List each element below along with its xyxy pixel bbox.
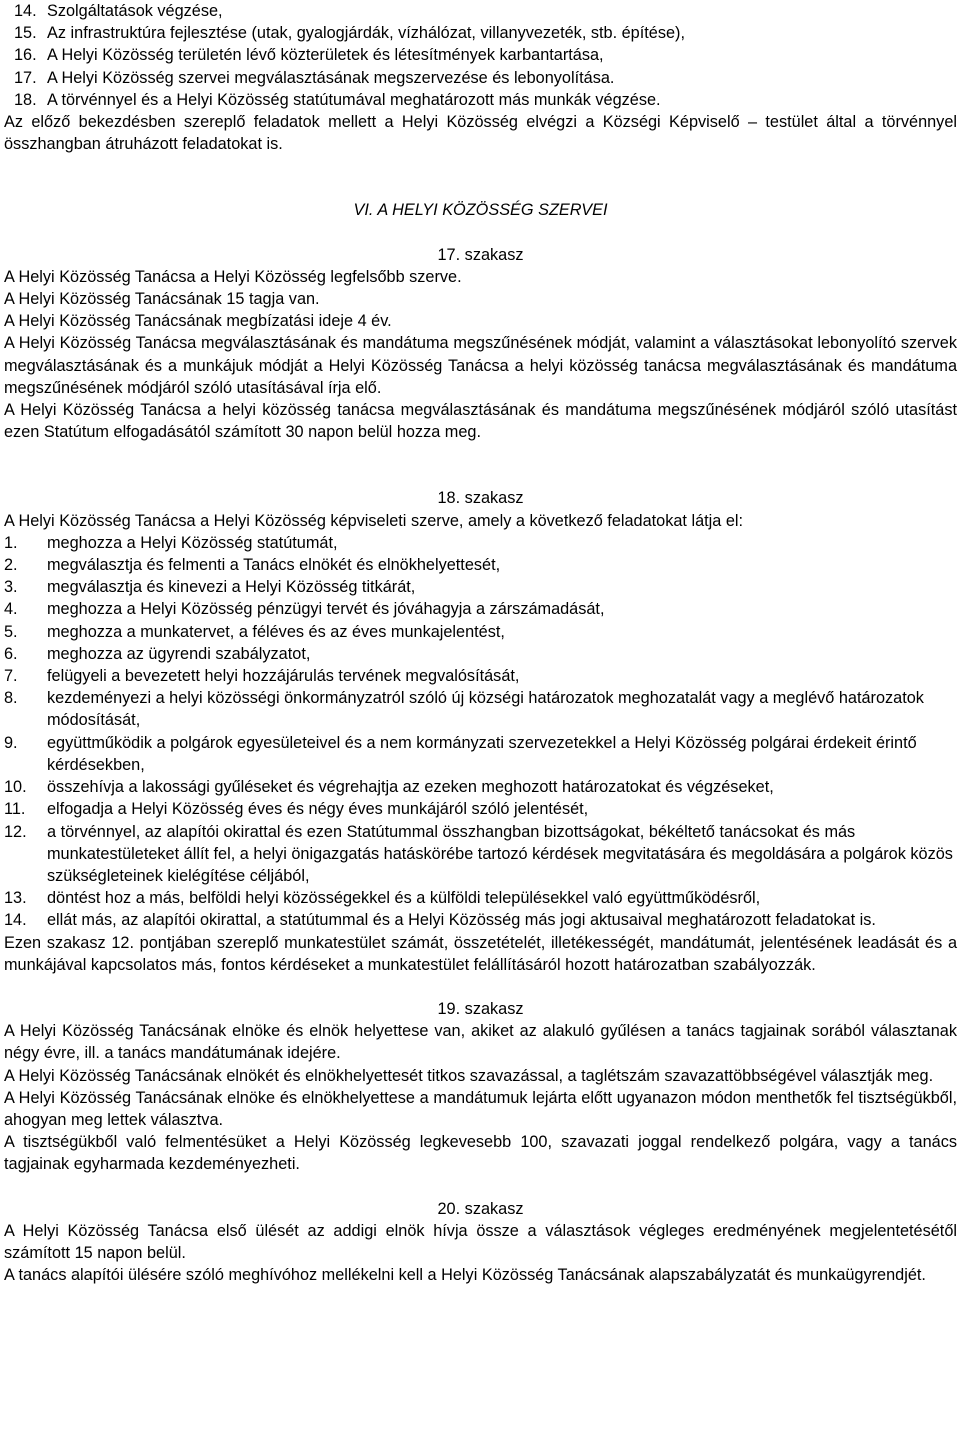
list-item [4,67,957,89]
task-list [4,532,957,932]
list-text: a törvénnyel, az alapítói okirattal és ezen Statútummal összhangban bizottságokat, békéltető tanácsokat és más munkatestületeket állít fel, a helyi önigazgatás hatáskörébe tartozó kérdések megvitatására és megoldására a polgárok közös szükségleteinek kielégítése céljából, [47,822,953,885]
list-number: 12. [4,822,27,841]
list-text: Az infrastruktúra fejlesztése (utak, gyalogjárdák, vízhálózat, villanyvezeték, stb. építése), [47,24,685,43]
section-number: 18. [437,489,461,508]
list-text: megválasztja és felmenti a Tanács elnökét és elnökhelyettesét, [47,556,501,575]
intro-paragraph: Az előző bekezdésben szereplő feladatok mellett a Helyi Közösség elvégzi a Községi Képviselő – testület által a törvénnyel összhangban átruházott feladatokat is. [4,113,957,154]
list-text: A Helyi Közösség területén lévő közterületek és létesítmények karbantartása, [47,46,604,65]
list-text: elfogadja a Helyi Közösség éves és négy éves munkájáról szóló jelentését, [47,800,589,819]
list-number: 1. [4,533,18,552]
section-word: szakasz [464,245,524,264]
section-20-heading [4,1198,957,1220]
paragraph: A tisztségükből való felmentésüket a Helyi Közösség legkevesebb 100, szavazati joggal rendelkező polgára, vagy a tanács tagjainak egyharmada kezdeményezheti. [4,1133,957,1174]
section-17-heading [4,244,957,266]
paragraph: A Helyi Közösség Tanácsa a helyi közösség tanácsa megválasztásának és mandátuma megszűnésének módjáról szóló utasítást ezen Statútum elfogadásától számított 30 napon belül hozza meg. [4,401,957,442]
paragraph: A Helyi Közösség Tanácsának 15 tagja van. [4,290,320,309]
list-item [4,554,957,576]
section-19-heading [4,998,957,1020]
list-number: 6. [4,644,18,663]
list-item [4,665,957,687]
paragraph: A Helyi Közösség Tanácsa a Helyi Közösség legfelsőbb szerve. [4,267,462,286]
list-number: 13. [4,889,27,908]
paragraph: A Helyi Közösség Tanácsa első ülését az addigi elnök hívja össze a választások végleges eredményének megjelentetésétől számított 15 napon belül. [4,1221,957,1262]
list-text: kezdeményezi a helyi közösségi önkormányzatról szóló új községi határozatok meghozatalát vagy a meglévő határozatok módosítását, [47,689,924,730]
list-item [4,909,957,931]
list-number: 3. [4,578,18,597]
list-text: A törvénnyel és a Helyi Közösség statútumával meghatározott más munkák végzése. [47,90,661,109]
list-number: 9. [4,733,18,752]
list-text: összehívja a lakossági gyűléseket és végrehajtja az ezeken meghozott határozatokat és végzéseket, [47,778,774,797]
paragraph: A Helyi Közösség Tanácsának megbízatási ideje 4 év. [4,312,392,331]
paragraph: A Helyi Közösség Tanácsának elnöke és elnök helyettese van, akiket az alakuló gyűlésen a tanács tagjainak sorából választanak négy évre, ill. a tanács mandátumának idejére. [4,1022,957,1063]
list-number: 8. [4,689,18,708]
list-text: meghozza a Helyi Közösség pénzügyi tervét és jóváhagyja a zárszámadását, [47,600,605,619]
list-text: megválasztja és kinevezi a Helyi Közösség titkárát, [47,578,416,597]
paragraph: A Helyi Közösség Tanácsának elnökét és elnökhelyettesét titkos szavazással, a taglétszám szavazattöbbségével választják meg. [4,1066,934,1085]
list-number: 11. [4,800,26,819]
list-text: meghozza a Helyi Közösség statútumát, [47,533,338,552]
paragraph: A Helyi Közösség Tanácsa megválasztásának és mandátuma megszűnésének módját, valamint a választásokat lebonyolító szervek megválasztásának és a munkájuk módját a Helyi Közösség Tanácsa a helyi közösség tanácsa megválasztásának és mandátuma megszűnésének módjáról szóló utasításával írja elő. [4,334,957,397]
list-item [4,44,957,66]
list-number: 14. [14,2,37,20]
list-item [4,576,957,598]
list-number: 7. [4,667,18,686]
list-number: 4. [4,600,18,619]
list-item [4,887,957,909]
list-item [4,821,957,888]
list-number: 15. [14,24,37,43]
list-text: meghozza az ügyrendi szabályzatot, [47,644,311,663]
section-word: szakasz [464,1199,524,1218]
chapter-title: VI. A HELYI KÖZÖSSÉG SZERVEI [353,201,608,220]
list-item [4,732,957,776]
list-text: meghozza a munkatervet, a féléves és az éves munkajelentést, [47,622,505,641]
list-text: felügyeli a bevezetett helyi hozzájárulás tervének megvalósítását, [47,667,520,686]
list-number: 14. [4,911,27,930]
list-item [4,687,957,731]
list-text: ellát más, az alapítói okirattal, a statútummal és a Helyi Közösség más jogi aktusaival meghatározott feladatokat is. [47,911,876,930]
section-number: 20. [437,1199,461,1218]
section-word: szakasz [464,489,524,508]
list-item [4,598,957,620]
list-number: 10. [4,778,27,797]
list-item [4,798,957,820]
list-number: 16. [14,46,37,65]
paragraph: A tanács alapítói ülésére szóló meghívóhoz mellékelni kell a Helyi Közösség Tanácsának alapszabályzatát és munkaügyrendjét. [4,1266,926,1285]
list-number: 18. [14,90,37,109]
list-item [4,532,957,554]
list-number: 5. [4,622,18,641]
list-text: döntést hoz a más, belföldi helyi közösségekkel és a külföldi településekkel való együttműködésről, [47,889,761,908]
paragraph: Ezen szakasz 12. pontjában szereplő munkatestület számát, összetételét, illetékességét, mandátumát, jelentésének leadását és a munkájával kapcsolatos más, fontos kérdéseket a munkatestület felállításáról hozott határozatban szabályozzák. [4,933,957,974]
list-number: 2. [4,556,18,575]
list-item [4,643,957,665]
section-number: 17. [437,245,461,264]
paragraph: A Helyi Közösség Tanácsa a Helyi Közösség képviseleti szerve, amely a következő feladatokat látja el: [4,511,744,530]
top-list [4,0,957,111]
section-word: szakasz [464,999,524,1018]
list-text: együttműködik a polgárok egyesületeivel és a nem kormányzati szervezetekkel a Helyi Közösség polgárai érdekeit érintő kérdésekben, [47,733,917,774]
list-number: 17. [14,68,37,87]
list-item [4,0,957,22]
list-text: A Helyi Közösség szervei megválasztásának megszervezése és lebonyolítása. [47,68,615,87]
list-item [4,22,957,44]
section-18-heading [4,487,957,509]
list-item [4,776,957,798]
list-item [4,621,957,643]
section-number: 19. [437,999,461,1018]
list-item [4,89,957,111]
list-text: Szolgáltatások végzése, [47,2,223,20]
paragraph: A Helyi Közösség Tanácsának elnöke és elnökhelyettese a mandátumuk lejárta előtt ugyanazon módon menthetők fel tisztségükből, ahogyan meg lettek választva. [4,1088,957,1129]
